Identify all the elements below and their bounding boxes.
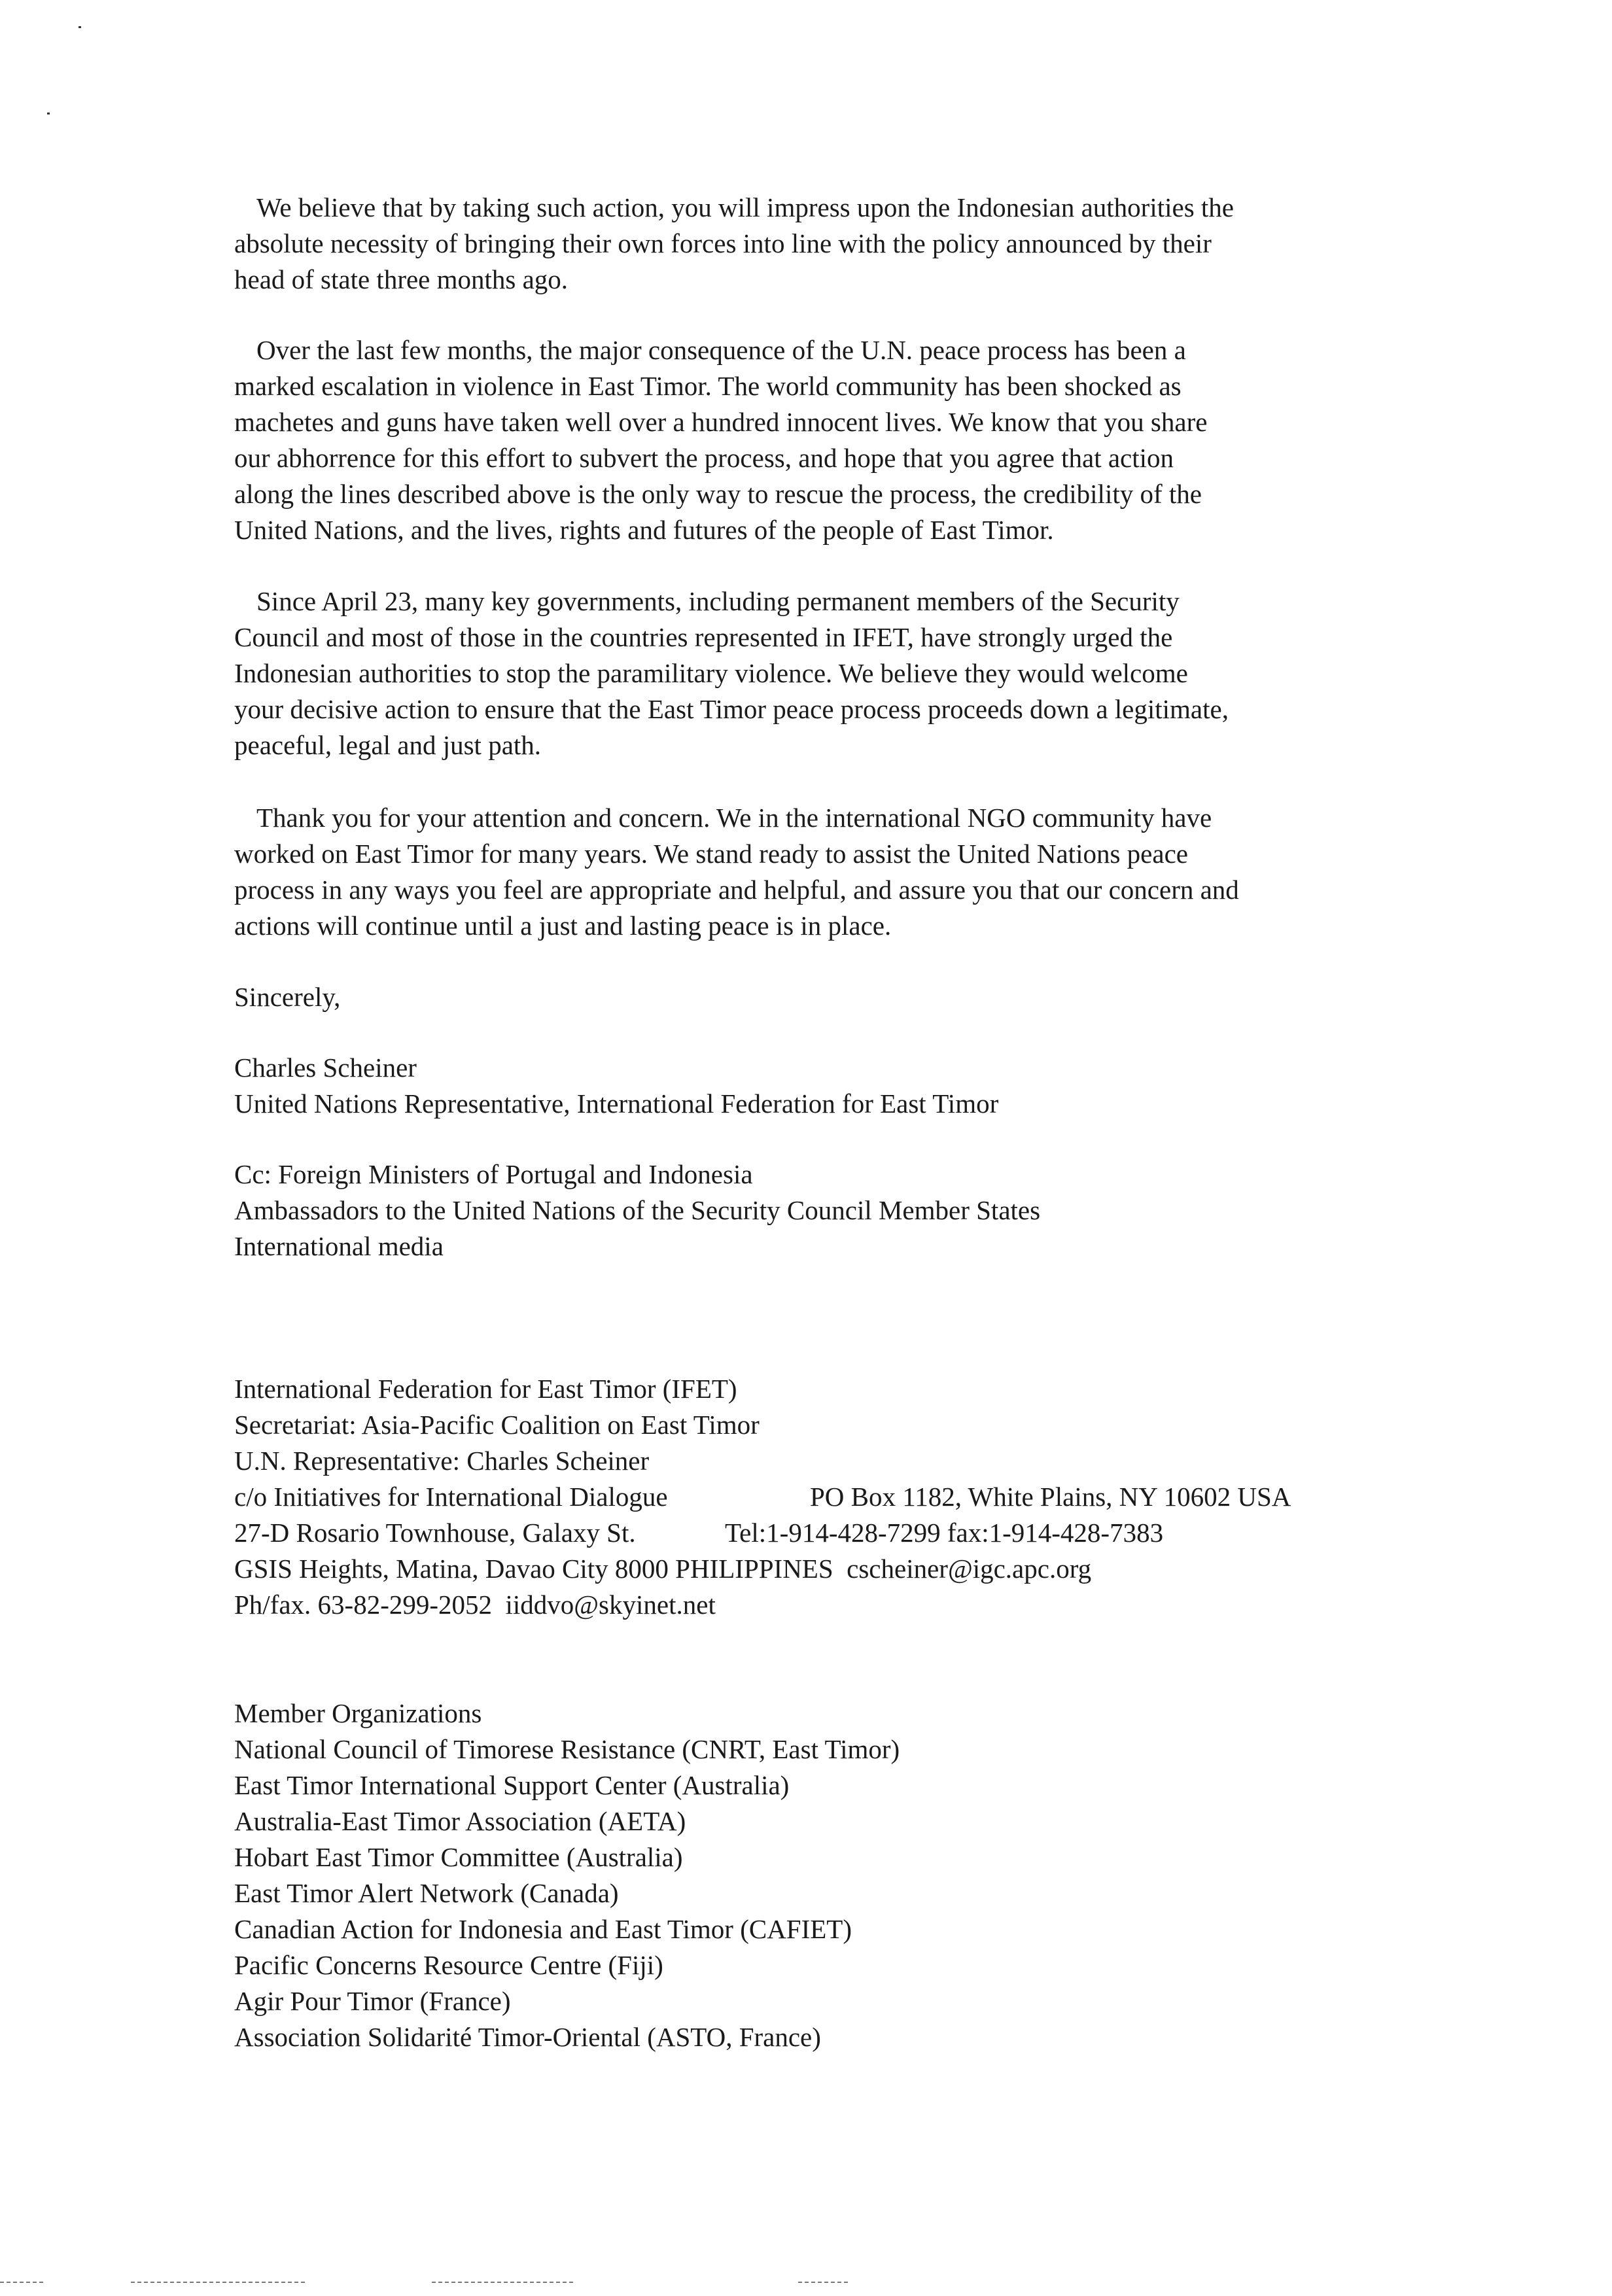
address-row-3 — [234, 1551, 1386, 1587]
scan-speck — [79, 26, 81, 28]
signer-title: United Nations Representative, International Federation for East Timor — [234, 1088, 999, 1119]
cc-line: Ambassadors to the United Nations of the Security Council Member States — [234, 1195, 1041, 1225]
scan-artifact — [432, 2282, 576, 2283]
paragraph-line: Thank you for your attention and concern. We in the international NGO community have — [256, 803, 1212, 833]
member-item: Canadian Action for Indonesia and East Timor (CAFIET) — [234, 1914, 852, 1944]
address-row-4 — [234, 1587, 1386, 1623]
paragraph-4 — [234, 800, 1386, 944]
paragraph-line: Since April 23, many key governments, including permanent members of the Security — [256, 586, 1180, 616]
paragraph-line: peaceful, legal and just path. — [234, 730, 542, 760]
closing — [234, 979, 1386, 1015]
paragraph-line: Council and most of those in the countries represented in IFET, have strongly urged the — [234, 622, 1173, 652]
member-item: East Timor International Support Center (Australia) — [234, 1770, 790, 1800]
ifet-contact-block — [234, 1371, 1386, 1623]
paragraph-line: your decisive action to ensure that the East Timor peace process proceeds down a legitimate, — [234, 694, 1229, 724]
member-item: Agir Pour Timor (France) — [234, 1986, 511, 2016]
cc-line: Cc: Foreign Ministers of Portugal and Indonesia — [234, 1159, 753, 1189]
paragraph-2 — [234, 332, 1386, 548]
email-link: cscheiner@igc.apc.org — [847, 1554, 1092, 1584]
member-item: Australia-East Timor Association (AETA) — [234, 1806, 686, 1836]
phone-fax: Tel:1-914-428-7299 fax:1-914-428-7383 — [725, 1518, 1164, 1548]
org-name: International Federation for East Timor (IFET) — [234, 1374, 737, 1404]
signer-name: Charles Scheiner — [234, 1052, 417, 1083]
scan-artifact — [0, 2282, 46, 2283]
cc-line: International media — [234, 1231, 444, 1261]
address-left: c/o Initiatives for International Dialogue — [234, 1482, 668, 1512]
address-left: 27-D Rosario Townhouse, Galaxy St. — [234, 1518, 636, 1548]
paragraph-1 — [234, 190, 1386, 298]
paragraph-line: absolute necessity of bringing their own forces into line with the policy announced by their — [234, 228, 1212, 258]
paragraph-line: along the lines described above is the only way to rescue the process, the credibility of the — [234, 479, 1202, 509]
scan-artifact — [131, 2282, 307, 2283]
scan-artifact — [798, 2282, 850, 2283]
paragraph-line: Indonesian authorities to stop the paramilitary violence. We believe they would welcome — [234, 658, 1188, 688]
paragraph-line: Over the last few months, the major consequence of the U.N. peace process has been a — [256, 335, 1186, 365]
paragraph-line: worked on East Timor for many years. We stand ready to assist the United Nations peace — [234, 839, 1188, 869]
paragraph-line: actions will continue until a just and lasting peace is in place. — [234, 911, 892, 941]
member-item: East Timor Alert Network (Canada) — [234, 1878, 619, 1908]
paragraph-line: machetes and guns have taken well over a hundred innocent lives. We know that you share — [234, 407, 1208, 437]
member-organizations — [234, 1696, 1386, 2055]
secretariat: Secretariat: Asia-Pacific Coalition on East Timor — [234, 1410, 760, 1440]
paragraph-line: head of state three months ago. — [234, 264, 569, 294]
member-item: National Council of Timorese Resistance (CNRT, East Timor) — [234, 1734, 900, 1764]
cc-block — [234, 1157, 1386, 1264]
paragraph-line: our abhorrence for this effort to subvert the process, and hope that you agree that action — [234, 443, 1174, 473]
paragraph-line: marked escalation in violence in East Timor. The world community has been shocked as — [234, 371, 1182, 401]
paragraph-line: We believe that by taking such action, you will impress upon the Indonesian authorities the — [256, 192, 1234, 222]
scan-speck — [47, 113, 50, 114]
paragraph-line: process in any ways you feel are appropriate and helpful, and assure you that our concern and — [234, 875, 1239, 905]
signature-block — [234, 1050, 1386, 1122]
representative: U.N. Representative: Charles Scheiner — [234, 1446, 650, 1476]
members-heading: Member Organizations — [234, 1698, 482, 1728]
address-left: Ph/fax. 63-82-299-2052 — [234, 1590, 493, 1620]
address-row-1 — [234, 1479, 1386, 1515]
paragraph-3 — [234, 583, 1386, 763]
email-link: iiddvo@skyinet.net — [505, 1590, 716, 1620]
address-right: PO Box 1182, White Plains, NY 10602 USA — [810, 1482, 1291, 1512]
address-left: GSIS Heights, Matina, Davao City 8000 PHILIPPINES — [234, 1554, 833, 1584]
member-item: Hobart East Timor Committee (Australia) — [234, 1842, 683, 1872]
member-item: Association Solidarité Timor-Oriental (ASTO, France) — [234, 2022, 821, 2052]
address-row-2 — [234, 1515, 1386, 1551]
closing-text: Sincerely, — [234, 982, 341, 1012]
paragraph-line: United Nations, and the lives, rights and futures of the people of East Timor. — [234, 515, 1054, 545]
member-item: Pacific Concerns Resource Centre (Fiji) — [234, 1950, 663, 1980]
